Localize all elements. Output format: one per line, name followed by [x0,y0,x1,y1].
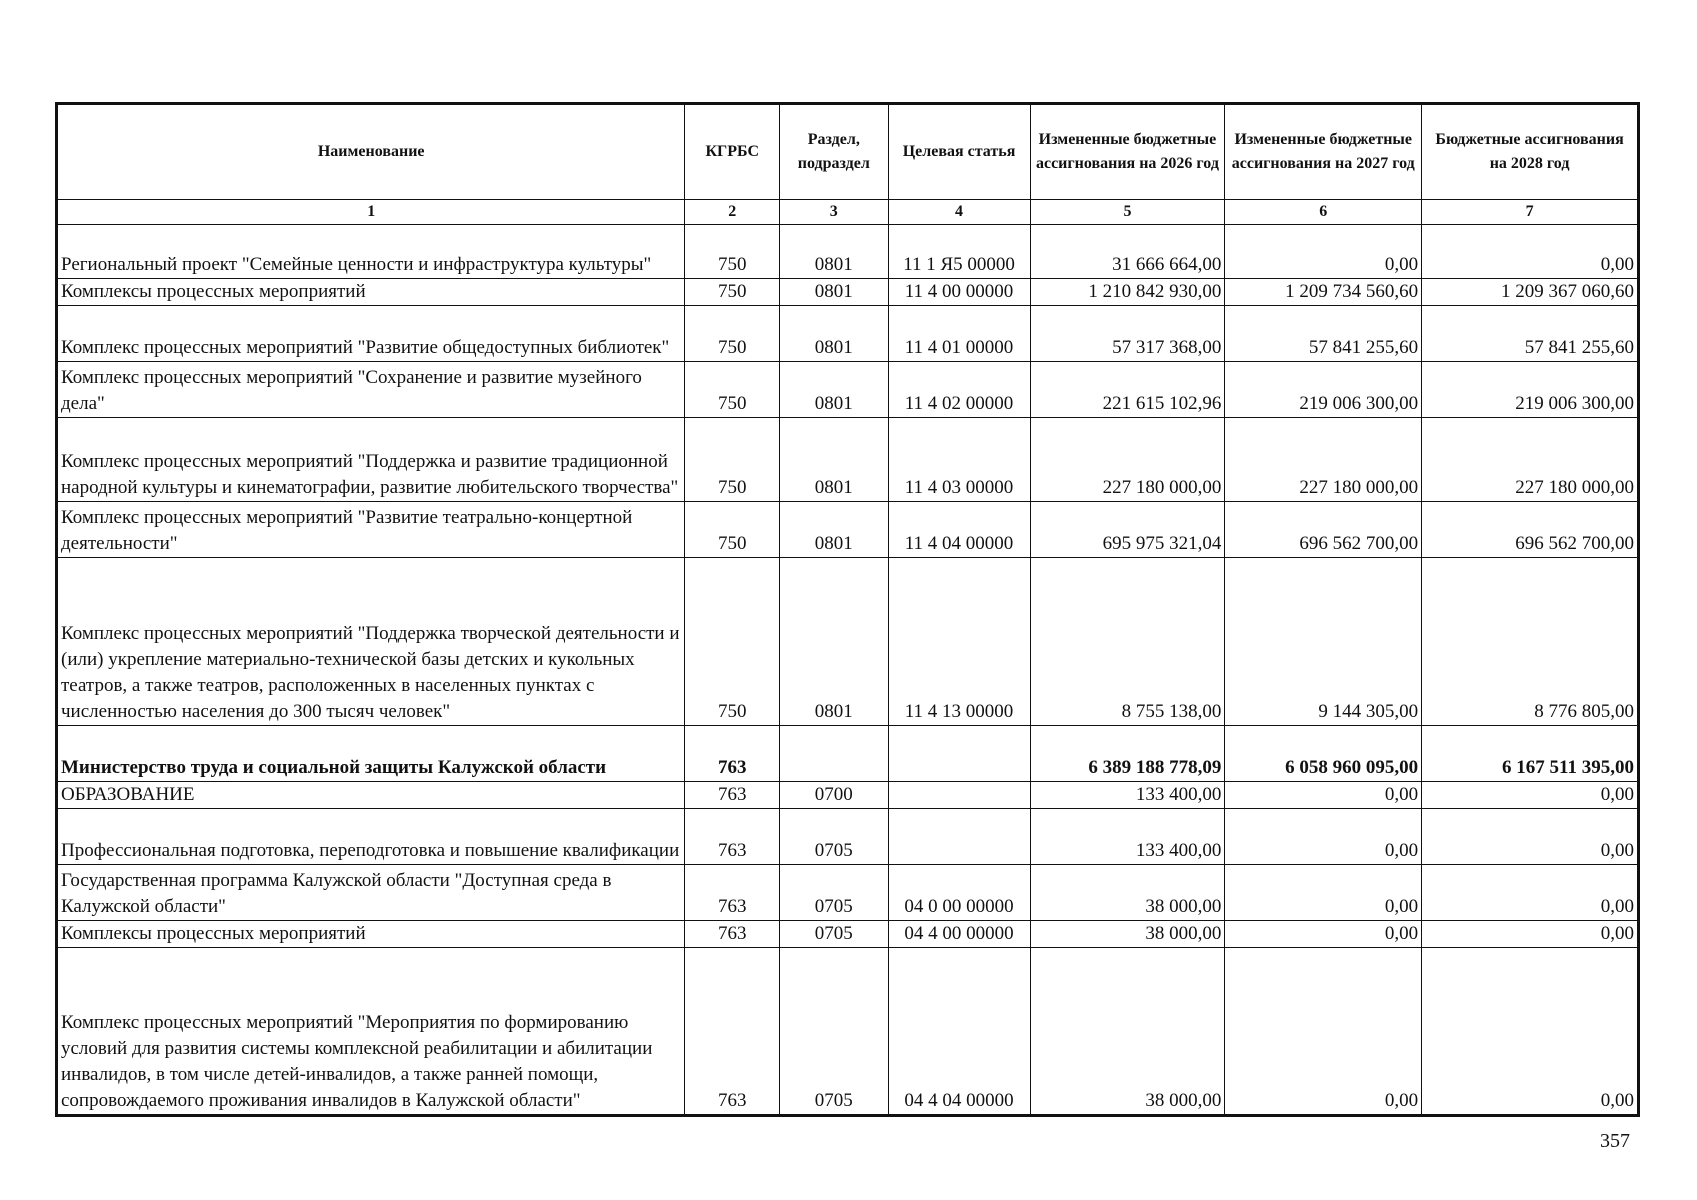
row-name: Государственная программа Калужской области "Доступная среда в Калужской области" [57,865,685,921]
row-2028: 0,00 [1422,948,1639,1116]
table-row [57,279,1639,306]
row-2027: 0,00 [1225,921,1422,948]
header-name: Наименование [57,104,685,200]
row-2026: 1 210 842 930,00 [1030,279,1225,306]
row-2027: 0,00 [1225,948,1422,1116]
row-name: ОБРАЗОВАНИЕ [57,782,685,809]
column-number-row [57,200,1639,225]
row-target: 04 4 04 00000 [888,948,1030,1116]
row-section: 0705 [780,921,888,948]
page-number: 357 [1600,1130,1630,1152]
row-2026: 133 400,00 [1030,809,1225,865]
row-2026: 38 000,00 [1030,865,1225,921]
row-name: Комплексы процессных мероприятий [57,921,685,948]
row-kgrbs: 763 [685,865,780,921]
table-row [57,558,1639,726]
row-2026: 227 180 000,00 [1030,418,1225,502]
header-row [57,104,1639,200]
row-2028: 696 562 700,00 [1422,502,1639,558]
table-row [57,782,1639,809]
row-target: 11 1 Я5 00000 [888,225,1030,279]
row-target: 11 4 04 00000 [888,502,1030,558]
table-row [57,726,1639,782]
table-row [57,809,1639,865]
row-name: Комплекс процессных мероприятий "Развитие общедоступных библиотек" [57,306,685,362]
row-section: 0705 [780,865,888,921]
row-2026: 38 000,00 [1030,948,1225,1116]
row-target [888,809,1030,865]
row-2028: 1 209 367 060,60 [1422,279,1639,306]
row-2027: 0,00 [1225,225,1422,279]
row-section: 0801 [780,279,888,306]
row-2028: 219 006 300,00 [1422,362,1639,418]
row-section: 0801 [780,502,888,558]
row-2028: 0,00 [1422,225,1639,279]
table-row [57,921,1639,948]
column-number: 4 [888,200,1030,225]
table-row [57,502,1639,558]
row-target [888,726,1030,782]
row-kgrbs: 750 [685,362,780,418]
table-row [57,865,1639,921]
row-2027: 0,00 [1225,809,1422,865]
row-2027: 696 562 700,00 [1225,502,1422,558]
row-2026: 57 317 368,00 [1030,306,1225,362]
row-kgrbs: 750 [685,558,780,726]
row-target [888,782,1030,809]
row-2028: 0,00 [1422,865,1639,921]
row-2026: 133 400,00 [1030,782,1225,809]
row-section: 0705 [780,948,888,1116]
table-row [57,306,1639,362]
row-2028: 0,00 [1422,809,1639,865]
header-target: Целевая статья [888,104,1030,200]
row-section: 0705 [780,809,888,865]
row-2027: 9 144 305,00 [1225,558,1422,726]
row-2026: 38 000,00 [1030,921,1225,948]
header-section: Раздел, подраздел [780,104,888,200]
table-row [57,418,1639,502]
row-section: 0700 [780,782,888,809]
row-name: Комплекс процессных мероприятий "Сохранение и развитие музейного дела" [57,362,685,418]
row-name: Региональный проект "Семейные ценности и инфраструктура культуры" [57,225,685,279]
row-target: 04 0 00 00000 [888,865,1030,921]
row-name: Профессиональная подготовка, переподготовка и повышение квалификации [57,809,685,865]
row-2026: 31 666 664,00 [1030,225,1225,279]
header-2028: Бюджетные ассигнования на 2028 год [1422,104,1639,200]
table-row [57,225,1639,279]
column-number: 1 [57,200,685,225]
row-section: 0801 [780,558,888,726]
column-number: 2 [685,200,780,225]
row-section [780,726,888,782]
header-2026: Измененные бюджетные ассигнования на 2026 год [1030,104,1225,200]
row-kgrbs: 750 [685,225,780,279]
row-target: 11 4 03 00000 [888,418,1030,502]
row-kgrbs: 750 [685,279,780,306]
row-2028: 57 841 255,60 [1422,306,1639,362]
column-number: 3 [780,200,888,225]
row-target: 04 4 00 00000 [888,921,1030,948]
row-name: Комплекс процессных мероприятий "Поддержка творческой деятельности и (или) укрепление материально-технической базы детских и кукольных театров, а также театров, расположенных в населенных пунктах с численностью населения до 300 тысяч человек" [57,558,685,726]
row-target: 11 4 02 00000 [888,362,1030,418]
row-2026: 221 615 102,96 [1030,362,1225,418]
row-2026: 6 389 188 778,09 [1030,726,1225,782]
row-name: Комплексы процессных мероприятий [57,279,685,306]
row-kgrbs: 763 [685,921,780,948]
row-section: 0801 [780,225,888,279]
row-2027: 57 841 255,60 [1225,306,1422,362]
row-section: 0801 [780,362,888,418]
column-number: 6 [1225,200,1422,225]
row-2027: 227 180 000,00 [1225,418,1422,502]
row-name: Комплекс процессных мероприятий "Поддержка и развитие традиционной народной культуры и кинематографии, развитие любительского творчества" [57,418,685,502]
column-number: 5 [1030,200,1225,225]
row-2026: 8 755 138,00 [1030,558,1225,726]
row-2028: 227 180 000,00 [1422,418,1639,502]
table-row [57,948,1639,1116]
row-kgrbs: 763 [685,726,780,782]
row-target: 11 4 00 00000 [888,279,1030,306]
table-row [57,362,1639,418]
row-2027: 6 058 960 095,00 [1225,726,1422,782]
row-2027: 0,00 [1225,782,1422,809]
row-2028: 0,00 [1422,782,1639,809]
row-name: Министерство труда и социальной защиты Калужской области [57,726,685,782]
row-name: Комплекс процессных мероприятий "Мероприятия по формированию условий для развития системы комплексной реабилитации и абилитации инвалидов, в том числе детей-инвалидов, а также ранней помощи, сопровождаемого проживания инвалидов в Калужской области" [57,948,685,1116]
budget-table [55,102,1640,1117]
header-2027: Измененные бюджетные ассигнования на 2027 год [1225,104,1422,200]
row-target: 11 4 01 00000 [888,306,1030,362]
row-kgrbs: 750 [685,306,780,362]
row-kgrbs: 763 [685,809,780,865]
row-target: 11 4 13 00000 [888,558,1030,726]
row-name: Комплекс процессных мероприятий "Развитие театрально-концертной деятельности" [57,502,685,558]
row-kgrbs: 763 [685,948,780,1116]
row-2028: 0,00 [1422,921,1639,948]
row-2028: 8 776 805,00 [1422,558,1639,726]
row-kgrbs: 750 [685,418,780,502]
row-2027: 0,00 [1225,865,1422,921]
row-kgrbs: 763 [685,782,780,809]
row-2028: 6 167 511 395,00 [1422,726,1639,782]
row-section: 0801 [780,306,888,362]
row-kgrbs: 750 [685,502,780,558]
row-section: 0801 [780,418,888,502]
column-number: 7 [1422,200,1639,225]
row-2027: 219 006 300,00 [1225,362,1422,418]
row-2026: 695 975 321,04 [1030,502,1225,558]
row-2027: 1 209 734 560,60 [1225,279,1422,306]
header-kgrbs: КГРБС [685,104,780,200]
